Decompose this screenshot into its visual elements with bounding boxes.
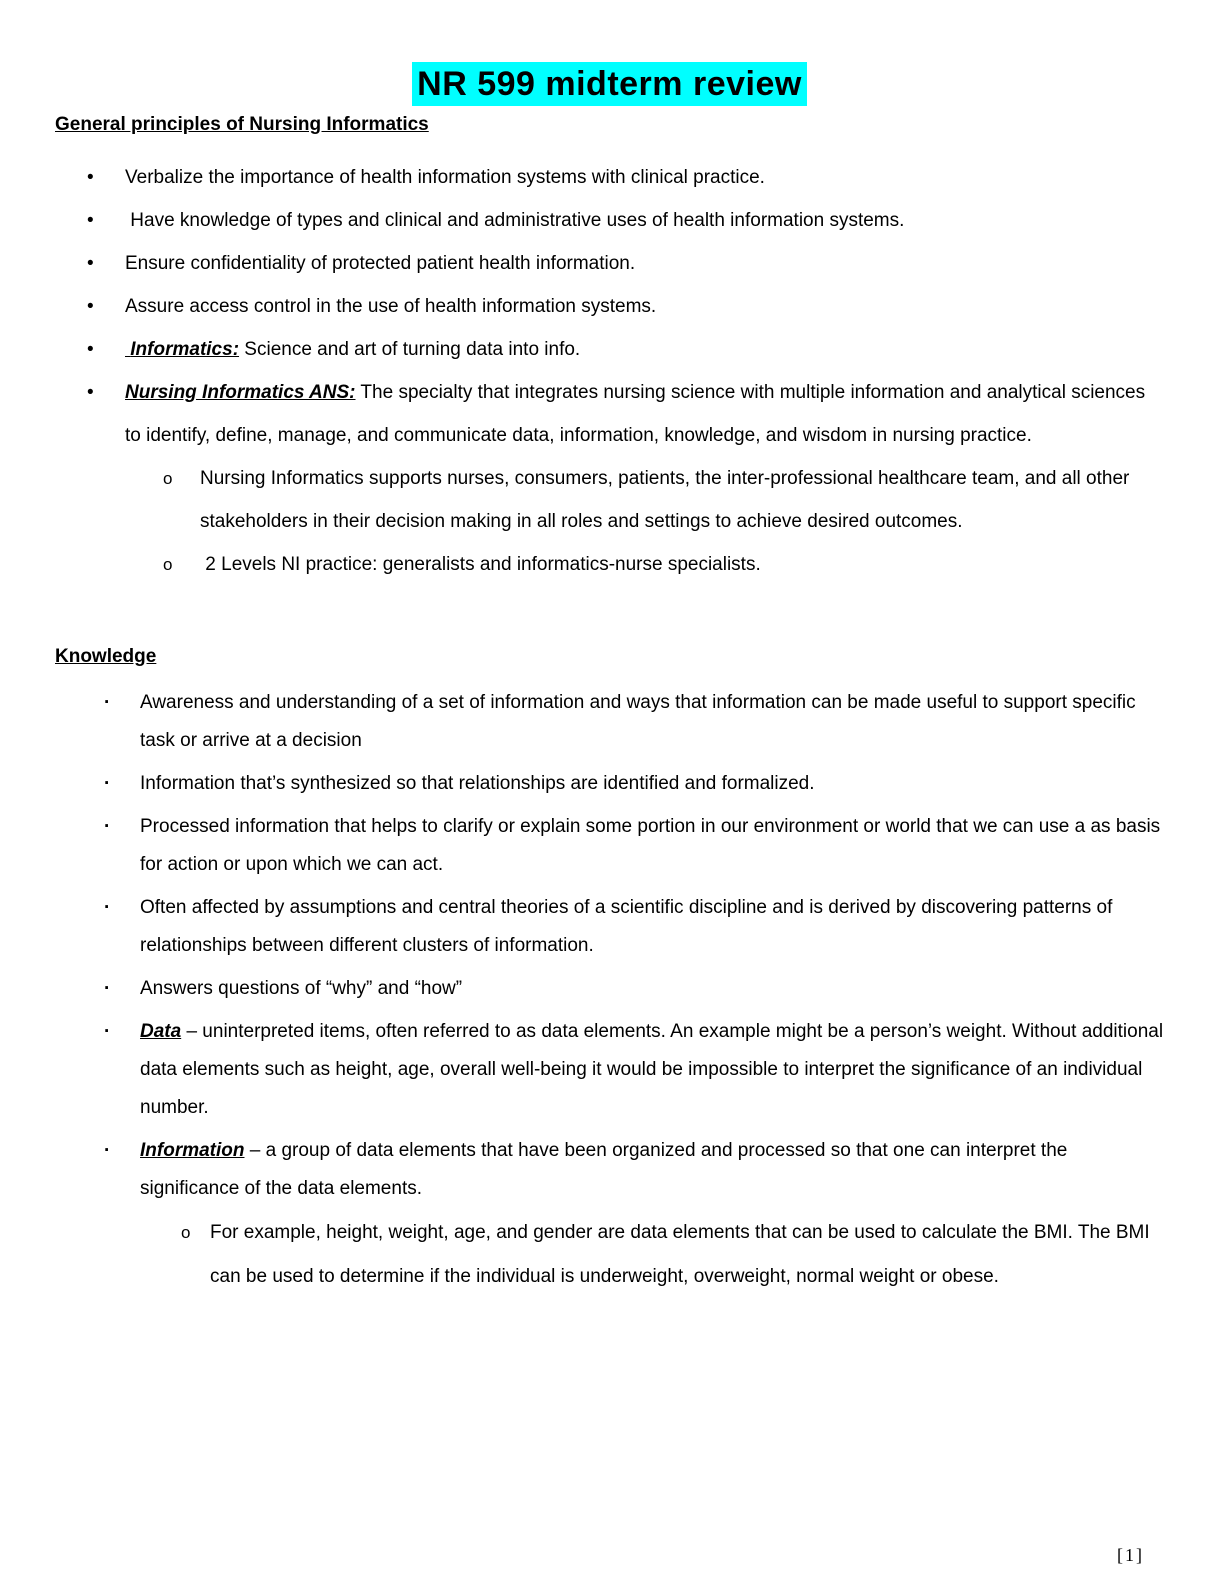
list-item-text: Have knowledge of types and clinical and administrative uses of health information systems.: [125, 210, 905, 232]
list-item-text: Processed information that helps to clarify or explain some portion in our environment or world that we can use a as basis for action or upon which we can act.: [140, 816, 1166, 876]
term-data: Data: [140, 1021, 182, 1043]
list-item-text: – uninterpreted items, often referred to as data elements. An example might be a person’s weight. Without additional data elements such as height, age, overall well-being it would be impossible to interpret the significance of an individual number.: [140, 1021, 1169, 1119]
sub-list-item-text: Nursing Informatics supports nurses, consumers, patients, the inter-professional healthcare team, and all other stakeholders in their decision making in all roles and settings to achieve desired outcomes.: [200, 468, 1135, 533]
list-item-text: Often affected by assumptions and central theories of a scientific discipline and is derived by discovering patterns of relationships between different clusters of information.: [140, 897, 1118, 957]
section-heading-general-principles: General principles of Nursing Informatics: [55, 114, 429, 136]
sub-list-item: [125, 457, 1164, 543]
dot-bullet-icon: ·: [104, 816, 111, 838]
circle-bullet-icon: o: [181, 1223, 191, 1243]
list-item: [55, 242, 1164, 285]
list-item-text: Assure access control in the use of health information systems.: [125, 296, 657, 318]
dot-bullet-icon: ·: [104, 1021, 111, 1043]
knowledge-list: [55, 684, 1169, 1299]
bullet-icon: •: [87, 296, 94, 318]
page-title: NR 599 midterm review: [412, 62, 807, 106]
sub-list-item: [140, 1211, 1164, 1299]
list-item: [55, 328, 1164, 371]
sub-list-item-text: For example, height, weight, age, and gender are data elements that can be used to calculate the BMI. The BMI can be used to determine if the individual is underweight, overweight, normal weight or obese.: [210, 1222, 1155, 1288]
dot-bullet-icon: ·: [104, 978, 111, 1000]
term-nursing-informatics-ans: Nursing Informatics ANS:: [125, 382, 356, 404]
list-item: [55, 970, 1164, 1008]
bullet-icon: •: [87, 167, 94, 189]
list-item-text: Information that’s synthesized so that relationships are identified and formalized.: [140, 773, 815, 795]
list-item-text: Verbalize the importance of health information systems with clinical practice.: [125, 167, 765, 189]
list-item-text: – a group of data elements that have been organized and processed so that one can interpret the significance of the data elements.: [140, 1140, 1073, 1200]
list-item: [55, 371, 1164, 586]
list-item-text: Science and art of turning data into info.: [239, 339, 581, 361]
list-item: [55, 765, 1164, 803]
dot-bullet-icon: ·: [104, 692, 111, 714]
list-item-text: Awareness and understanding of a set of information and ways that information can be made useful to support specific task or arrive at a decision: [140, 692, 1141, 752]
list-item-text: Answers questions of “why” and “how”: [140, 978, 463, 1000]
general-principles-list: [55, 156, 1164, 586]
list-item-text: Ensure confidentiality of protected patient health information.: [125, 253, 636, 275]
sub-list-item-text: 2 Levels NI practice: generalists and informatics-nurse specialists.: [200, 554, 761, 576]
list-item: [55, 156, 1164, 199]
list-item: [55, 808, 1164, 884]
dot-bullet-icon: ·: [104, 1140, 111, 1162]
dot-bullet-icon: ·: [104, 773, 111, 795]
dot-bullet-icon: ·: [104, 897, 111, 919]
circle-bullet-icon: o: [163, 555, 173, 575]
bullet-icon: •: [87, 382, 94, 404]
bullet-icon: •: [87, 339, 94, 361]
bullet-icon: •: [87, 253, 94, 275]
knowledge-sublist: [140, 1211, 1164, 1299]
section-heading-knowledge: Knowledge: [55, 646, 157, 668]
general-principles-sublist: [125, 457, 1164, 586]
list-item: [55, 199, 1164, 242]
term-information: Information: [140, 1140, 245, 1162]
sub-list-item: [125, 543, 1164, 586]
list-item: [55, 1013, 1169, 1127]
bullet-icon: •: [87, 210, 94, 232]
list-item: [55, 684, 1164, 760]
term-informatics: Informatics:: [125, 339, 240, 361]
title-row: [55, 0, 1164, 106]
list-item: [55, 1132, 1164, 1299]
circle-bullet-icon: o: [163, 469, 173, 489]
list-item-text: The specialty that integrates nursing science with multiple information and analytical sciences to identify, define, manage, and communicate data, information, knowledge, and wisdom in nursing practice.: [125, 382, 1151, 447]
list-item: [55, 285, 1164, 328]
page-number: [1]: [1117, 1545, 1144, 1565]
list-item: [55, 889, 1164, 965]
